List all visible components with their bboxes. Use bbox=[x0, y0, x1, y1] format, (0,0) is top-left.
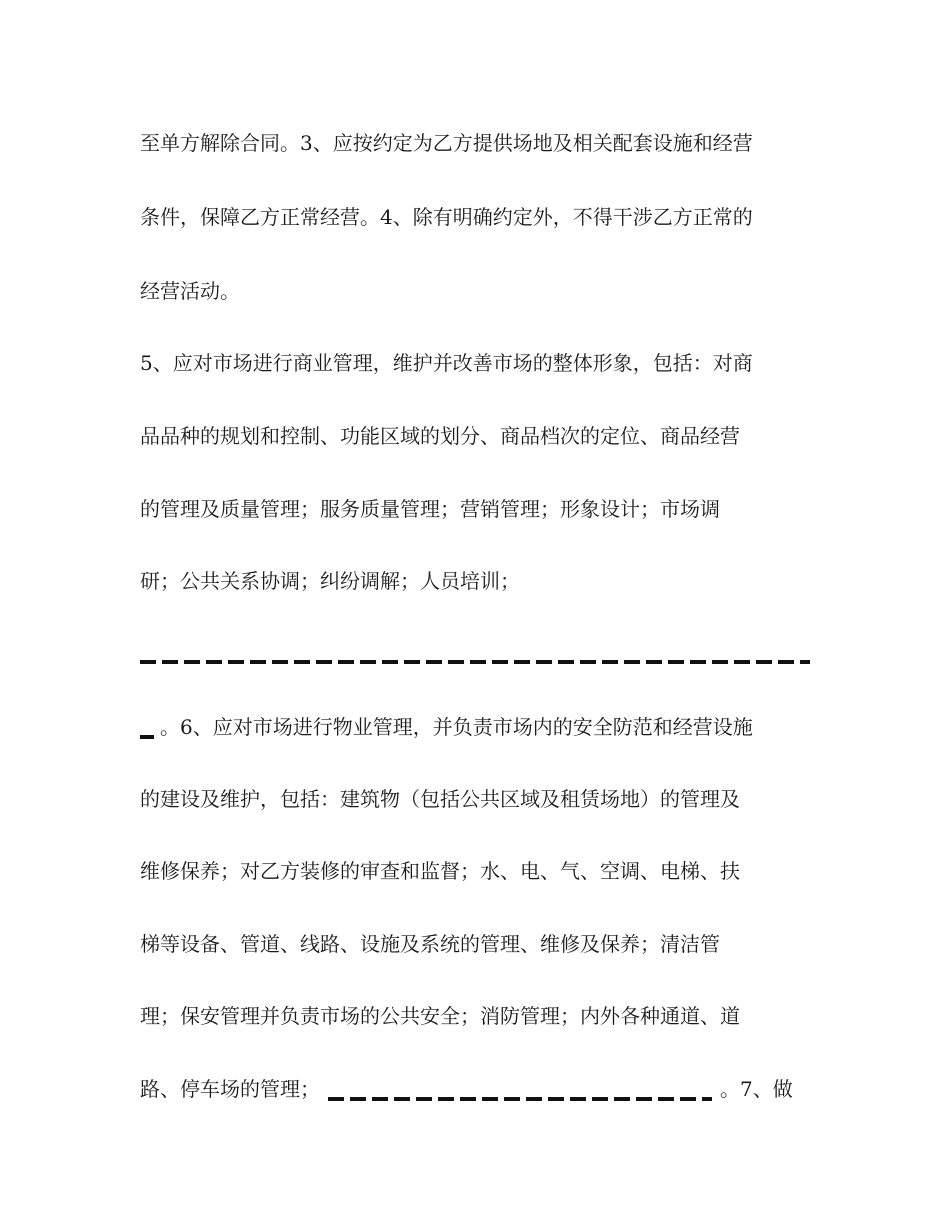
text-line: 梯等设备、管道、线路、设施及系统的管理、维修及保养；清洁管 bbox=[140, 932, 720, 956]
fill-in-blank-full bbox=[140, 660, 810, 664]
text-segment: 。6、应对市场进行物业管理，并负责市场内的安全防范和经营设施 bbox=[160, 715, 753, 739]
text-segment: 路、停车场的管理； bbox=[140, 1077, 320, 1101]
text-line: 至单方解除合同。3、应按约定为乙方提供场地及相关配套设施和经营 bbox=[140, 131, 753, 155]
text-line-with-blank bbox=[140, 709, 810, 745]
text-line: 维修保养；对乙方装修的审查和监督；水、电、气、空调、电梯、扶 bbox=[140, 859, 740, 883]
text-line: 研；公共关系协调；纠纷调解；人员培训； bbox=[140, 569, 520, 593]
fill-in-blank-short bbox=[140, 735, 154, 739]
text-line: 理；保安管理并负责市场的公共安全；消防管理；内外各种通道、道 bbox=[140, 1004, 740, 1028]
text-segment: 。7、做 bbox=[720, 1077, 793, 1101]
text-line: 的建设及维护，包括：建筑物（包括公共区域及租赁场地）的管理及 bbox=[140, 787, 740, 811]
text-line-with-blank bbox=[140, 1071, 810, 1107]
fill-in-blank-mid bbox=[328, 1097, 712, 1101]
text-line: 品品种的规划和控制、功能区域的划分、商品档次的定位、商品经营 bbox=[140, 424, 740, 448]
text-line: 条件，保障乙方正常经营。4、除有明确约定外，不得干涉乙方正常的 bbox=[140, 205, 753, 229]
text-line: 5、应对市场进行商业管理，维护并改善市场的整体形象，包括：对商 bbox=[140, 351, 753, 375]
text-line: 的管理及质量管理；服务质量管理；营销管理；形象设计；市场调 bbox=[140, 497, 720, 521]
text-line: 经营活动。 bbox=[140, 279, 240, 303]
